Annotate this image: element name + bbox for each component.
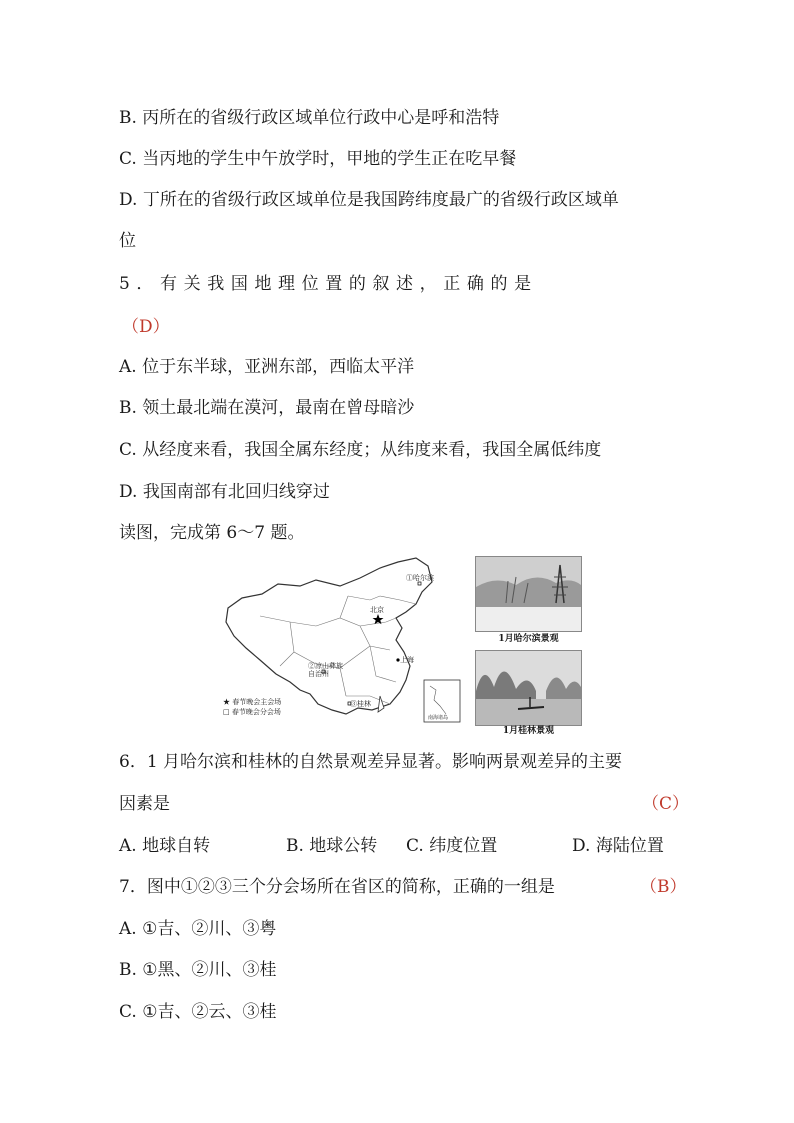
q5-option-c: C. 从经度来看，我国全属东经度；从纬度来看，我国全属低纬度: [119, 440, 602, 460]
q5-option-a: A. 位于东半球，亚洲东部，西临太平洋: [119, 357, 415, 377]
map-label-guilin: ③桂林: [350, 700, 371, 708]
map-label-sichuan: ②凉山彝族自治州: [308, 662, 343, 678]
q7-option-b: B. ①黑、②川、③桂: [119, 960, 277, 980]
q7-option-a: A. ①吉、②川、③粤: [119, 919, 277, 939]
map-label-inset: 南海诸岛: [428, 715, 449, 721]
q6-option-a: A. 地球自转: [119, 836, 211, 856]
legend-main-venue: ★ 春节晚会主会场: [223, 698, 282, 706]
q5-answer: （D）: [122, 317, 170, 337]
q5-option-b: B. 领土最北端在漠河，最南在曾母暗沙: [119, 398, 415, 418]
q5-stem: [119, 273, 675, 295]
q7-option-c: C. ①吉、②云、③桂: [119, 1002, 277, 1022]
map-label-harbin: ①哈尔滨: [406, 574, 434, 582]
q5-stem-text: 5 ． 有 关 我 国 地 理 位 置 的 叙 述 ， 正 确 的 是: [119, 274, 532, 294]
q6-stem-line1: 6．1 月哈尔滨和桂林的自然景观差异显著。影响两景观差异的主要: [119, 752, 623, 772]
figure-intro: 读图，完成第 6～7 题。: [119, 523, 305, 543]
q6-option-d: D. 海陆位置: [572, 836, 664, 856]
guilin-caption: 1月桂林景观: [502, 726, 555, 736]
guilin-photo: [475, 650, 582, 726]
legend-branch-venue: □ 春节晚会分会场: [223, 708, 281, 716]
q4-option-c: C. 当丙地的学生中午放学时，甲地的学生正在吃早餐: [119, 149, 517, 169]
q4-option-d-line1: D. 丁所在的省级行政区域单位是我国跨纬度最广的省级行政区域单: [119, 190, 619, 210]
q4-option-b: B. 丙所在的省级行政区域单位行政中心是呼和浩特: [119, 108, 500, 128]
q6-option-c: C. 纬度位置: [406, 836, 498, 856]
q4-option-d-line2: 位: [119, 231, 136, 251]
q6-option-b: B. 地球公转: [286, 836, 378, 856]
harbin-caption: 1月哈尔滨景观: [498, 634, 559, 644]
harbin-photo: [475, 556, 582, 632]
map-label-beijing: 北京: [370, 606, 384, 614]
q6-answer: （C）: [642, 794, 690, 814]
q7-answer: （B）: [640, 877, 687, 897]
q7-stem: 7．图中①②③三个分会场所在省区的简称，正确的一组是: [119, 877, 555, 897]
q5-option-d: D. 我国南部有北回归线穿过: [119, 482, 330, 502]
map-label-shanghai: 上海: [400, 656, 414, 664]
figure: [220, 556, 582, 736]
q6-stem-line2: 因素是: [119, 794, 170, 814]
